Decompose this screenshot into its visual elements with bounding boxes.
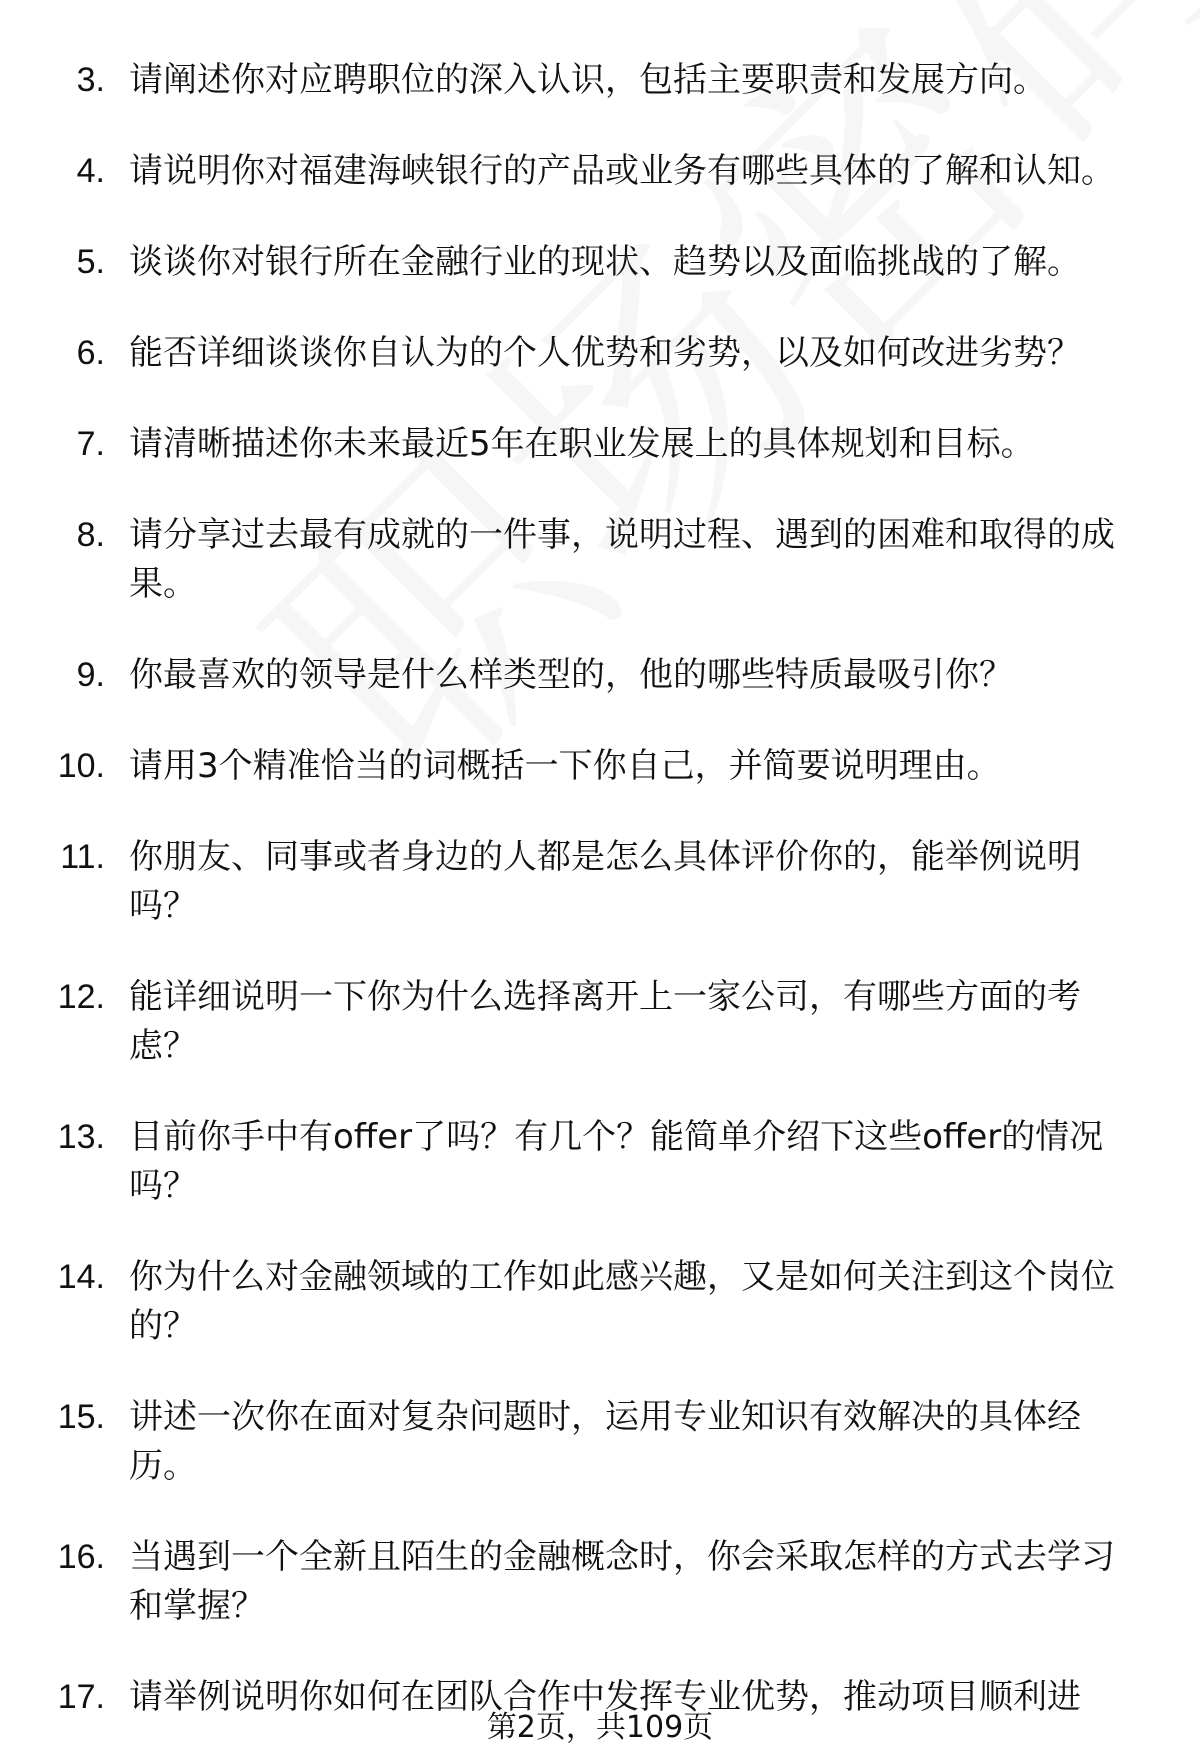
question-text: 请说明你对福建海峡银行的产品或业务有哪些具体的了解和认知。 (129, 151, 1115, 191)
question-number: 16. (57, 1538, 105, 1576)
question-item (0, 742, 1200, 791)
question-text: 你朋友、同事或者身边的人都是怎么具体评价你的，能举例说明吗？ (129, 837, 1081, 926)
question-text: 谈谈你对银行所在金融行业的现状、趋势以及面临挑战的了解。 (129, 242, 1081, 282)
question-item (0, 329, 1200, 378)
question-text: 你最喜欢的领导是什么样类型的，他的哪些特质最吸引你？ (129, 655, 1013, 695)
question-list (0, 56, 1200, 1764)
question-item (0, 420, 1200, 469)
question-text: 请用3个精准恰当的词概括一下你自己，并简要说明理由。 (129, 746, 1001, 786)
question-text: 能详细说明一下你为什么选择离开上一家公司，有哪些方面的考虑？ (129, 977, 1081, 1066)
question-item (0, 833, 1200, 931)
question-item (0, 1393, 1200, 1491)
question-item (0, 238, 1200, 287)
question-number: 10. (57, 747, 105, 785)
page-footer: 第2页，共109页 (486, 1710, 714, 1745)
question-number: 5. (76, 243, 105, 281)
question-item (0, 1533, 1200, 1631)
question-number: 7. (76, 425, 105, 463)
question-text: 当遇到一个全新且陌生的金融概念时，你会采取怎样的方式去学习和掌握？ (129, 1537, 1115, 1626)
question-text: 请阐述你对应聘职位的深入认识，包括主要职责和发展方向。 (129, 60, 1047, 100)
question-item (0, 651, 1200, 700)
question-text: 能否详细谈谈你自认为的个人优势和劣势，以及如何改进劣势？ (129, 333, 1081, 373)
question-item (0, 973, 1200, 1071)
question-number: 8. (76, 516, 105, 554)
question-number: 14. (57, 1258, 105, 1296)
question-text: 请分享过去最有成就的一件事，说明过程、遇到的困难和取得的成果。 (129, 515, 1115, 604)
question-text: 讲述一次你在面对复杂问题时，运用专业知识有效解决的具体经历。 (129, 1397, 1081, 1486)
question-text: 你为什么对金融领域的工作如此感兴趣，又是如何关注到这个岗位的？ (129, 1257, 1115, 1346)
question-text: 目前你手中有offer了吗？有几个？能简单介绍下这些offer的情况吗？ (129, 1117, 1104, 1206)
question-number: 13. (57, 1118, 105, 1156)
question-number: 11. (60, 838, 105, 876)
question-item (0, 1253, 1200, 1351)
question-item (0, 1113, 1200, 1211)
question-number: 12. (57, 978, 105, 1016)
question-number: 6. (76, 334, 105, 372)
question-number: 15. (57, 1398, 105, 1436)
question-item (0, 56, 1200, 105)
question-number: 17. (57, 1678, 105, 1716)
question-number: 9. (76, 656, 105, 694)
question-number: 3. (76, 61, 105, 99)
question-item (0, 511, 1200, 609)
question-number: 4. (76, 152, 105, 190)
question-item (0, 147, 1200, 196)
question-text: 请举例说明你如何在团队合作中发挥专业优势，推动项目顺利进 (129, 1677, 1081, 1717)
question-text: 请清晰描述你未来最近5年在职业发展上的具体规划和目标。 (129, 424, 1035, 464)
